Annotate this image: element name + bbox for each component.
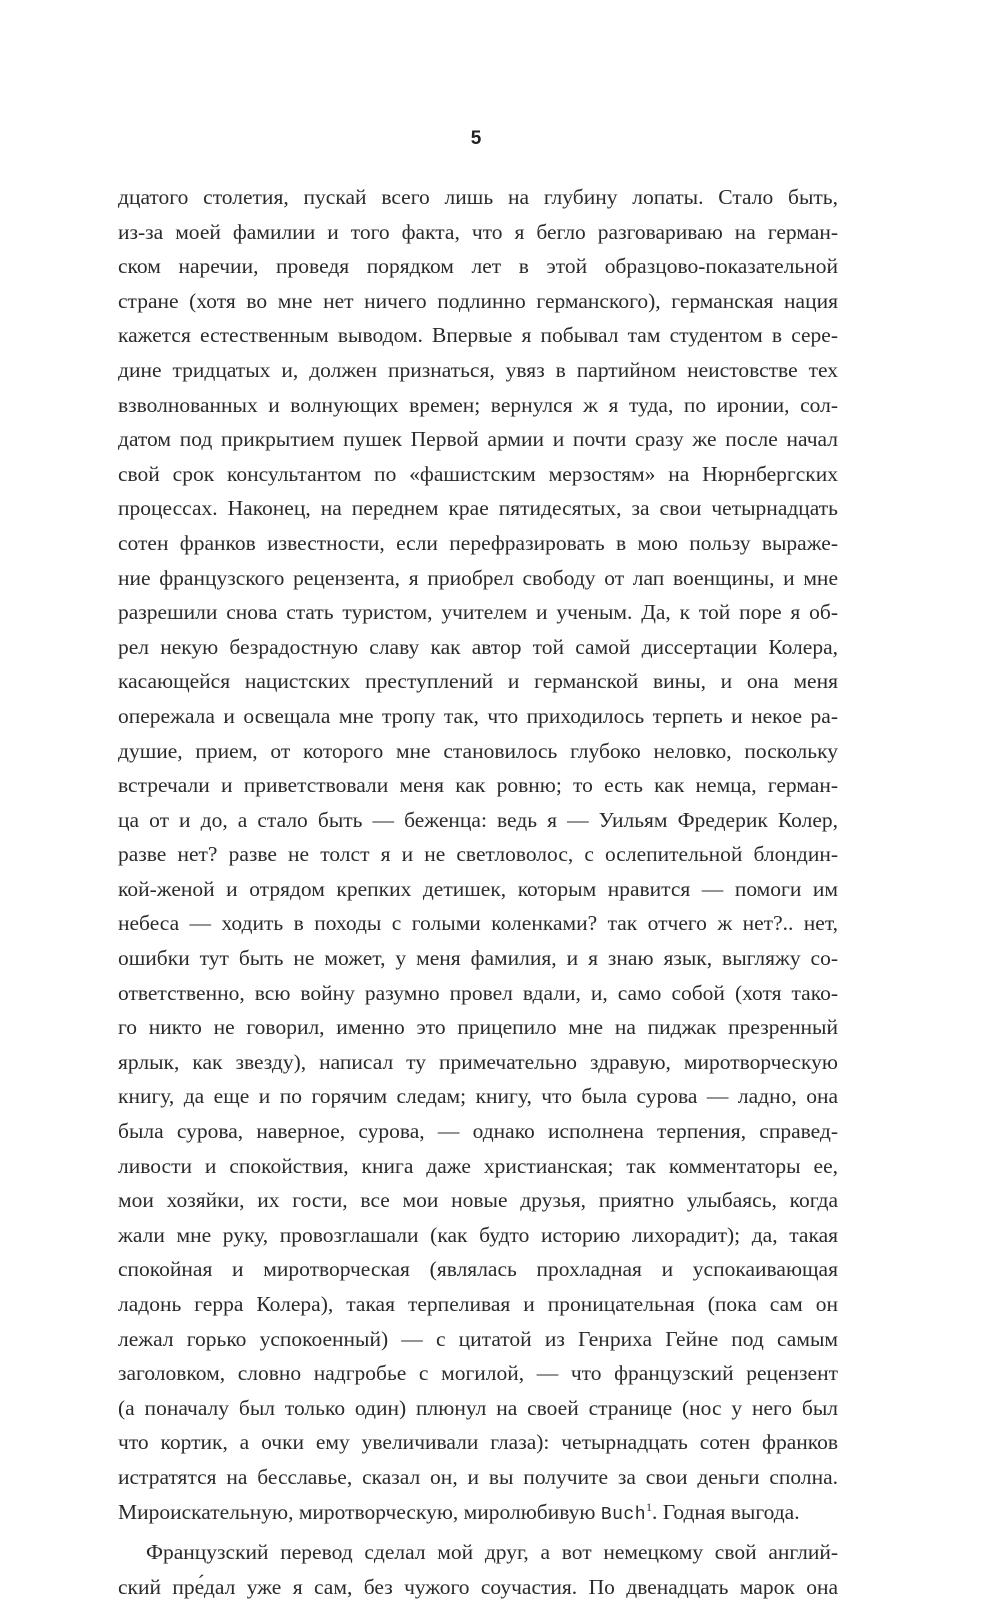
text-line: ответственно, всю войну разумно провел вдали, и, само собой (хотя тако- [118, 980, 838, 1005]
paragraph-2 [118, 1535, 838, 1604]
text-line: ца от и до, а стало быть — беженца: ведь я — Уильям Фредерик Колер, [118, 807, 838, 832]
text-line: ливости и спокойствия, книга даже христианская; так комментаторы ее, [118, 1153, 838, 1178]
text-line: встречали и приветствовали меня как ровню; то есть как немца, герман- [118, 773, 838, 798]
text-line: была сурова, наверное, сурова, — однако исполнена терпения, справед- [118, 1119, 838, 1144]
text-line: книгу, да еще и по горячим следам; книгу, что была сурова — ладно, она [118, 1084, 838, 1109]
text-line: заголовком, словно надгробье с могилой, — что французский рецензент [118, 1361, 838, 1386]
text-line: опережала и освещала мне тропу так, что приходилось терпеть и некое ра- [118, 703, 838, 728]
text-line: датом под прикрытием пушек Первой армии и почти сразу же после начал [118, 427, 838, 452]
text-line: что кортик, а очки ему увеличивали глаза): четырнадцать сотен франков [118, 1430, 838, 1455]
text-line: лежал горько успокоенный) — с цитатой из Генриха Гейне под самым [118, 1326, 838, 1351]
text-line: Французский перевод сделал мой друг, а вот немецкому свой англий- [146, 1540, 838, 1565]
paragraph-1 [118, 180, 838, 1529]
text-line: рел некую безрадостную славу как автор той самой диссертации Колера, [118, 634, 838, 659]
text-line: (а поначалу был только один) плюнул на своей странице (нос у него был [118, 1395, 838, 1420]
text-line: ский пре́дал уже я сам, без чужого соучастия. По двенадцать марок она [118, 1574, 838, 1599]
text-line-last [118, 1495, 838, 1530]
text-line: стране (хотя во мне нет ничего подлинно германского), германская нация [118, 288, 838, 313]
text-line: разве нет? разве не толст я и не светловолос, с ослепительной блондин- [118, 842, 838, 867]
page-number: 5 [470, 128, 482, 149]
text-line: кой-женой и отрядом крепких детишек, которым нравится — помоги им [118, 876, 838, 901]
last-line-ending: . Годная выгода. [652, 1499, 800, 1524]
foreign-word: Buch [600, 1504, 647, 1525]
text-line: касающейся нацистских преступлений и германской вины, и она меня [118, 669, 838, 694]
text-line: взволнованных и волнующих времен; вернулся ж я туда, по иронии, сол- [118, 392, 838, 417]
text-line: жали мне руку, провозглашали (как будто историю лихорадит); да, такая [118, 1222, 838, 1247]
text-line: мои хозяйки, их гости, все мои новые друзья, приятно улыбаясь, когда [118, 1188, 838, 1213]
text-line: истратятся на бесславье, сказал он, и вы получите за свои деньги сполна. [118, 1464, 838, 1489]
footnote-marker[interactable]: 1 [646, 1499, 653, 1514]
text-line: ошибки тут быть не может, у меня фамилия, и я знаю язык, выгляжу со- [118, 946, 838, 971]
text-line: душие, прием, от которого мне становилось глубоко неловко, поскольку [118, 738, 838, 763]
text-line: ладонь герра Колера), такая терпеливая и проницательная (пока сам он [118, 1292, 838, 1316]
text-line: дцатого столетия, пускай всего лишь на глубину лопаты. Стало быть, [118, 185, 838, 209]
last-line-text: Мироискательную, миротворческую, миролюбивую [118, 1499, 601, 1524]
text-line: разрешили снова стать туристом, учителем и ученым. Да, к той поре я об- [118, 600, 838, 625]
text-line: ярлык, как звезду), написал ту примечательно здравую, миротворческую [118, 1049, 838, 1074]
body-text [118, 180, 838, 1604]
text-line: процессах. Наконец, на переднем крае пятидесятых, за свои четырнадцать [118, 496, 838, 521]
text-line: спокойная и миротворческая (являлась прохладная и успокаивающая [118, 1257, 838, 1282]
text-line: из-за моей фамилии и того факта, что я бегло разговариваю на герман- [118, 219, 838, 244]
text-line: ском наречии, проведя порядком лет в этой образцово-показательной [118, 254, 838, 279]
text-line: небеса — ходить в походы с голыми коленками? так отчего ж нет?.. нет, [118, 911, 838, 936]
text-line: дине тридцатых и, должен признаться, увяз в партийном неистовстве тех [118, 357, 838, 382]
text-line: сотен франков известности, если перефразировать в мою пользу выраже- [118, 530, 838, 555]
text-line: ние французского рецензента, я приобрел свободу от лап военщины, и мне [118, 565, 838, 590]
text-line: свой срок консультантом по «фашистским мерзостям» на Нюрнбергских [118, 461, 838, 486]
text-line: го никто не говорил, именно это прицепило мне на пиджак презренный [118, 1015, 838, 1040]
text-line: кажется естественным выводом. Впервые я побывал там студентом в сере- [118, 323, 838, 348]
